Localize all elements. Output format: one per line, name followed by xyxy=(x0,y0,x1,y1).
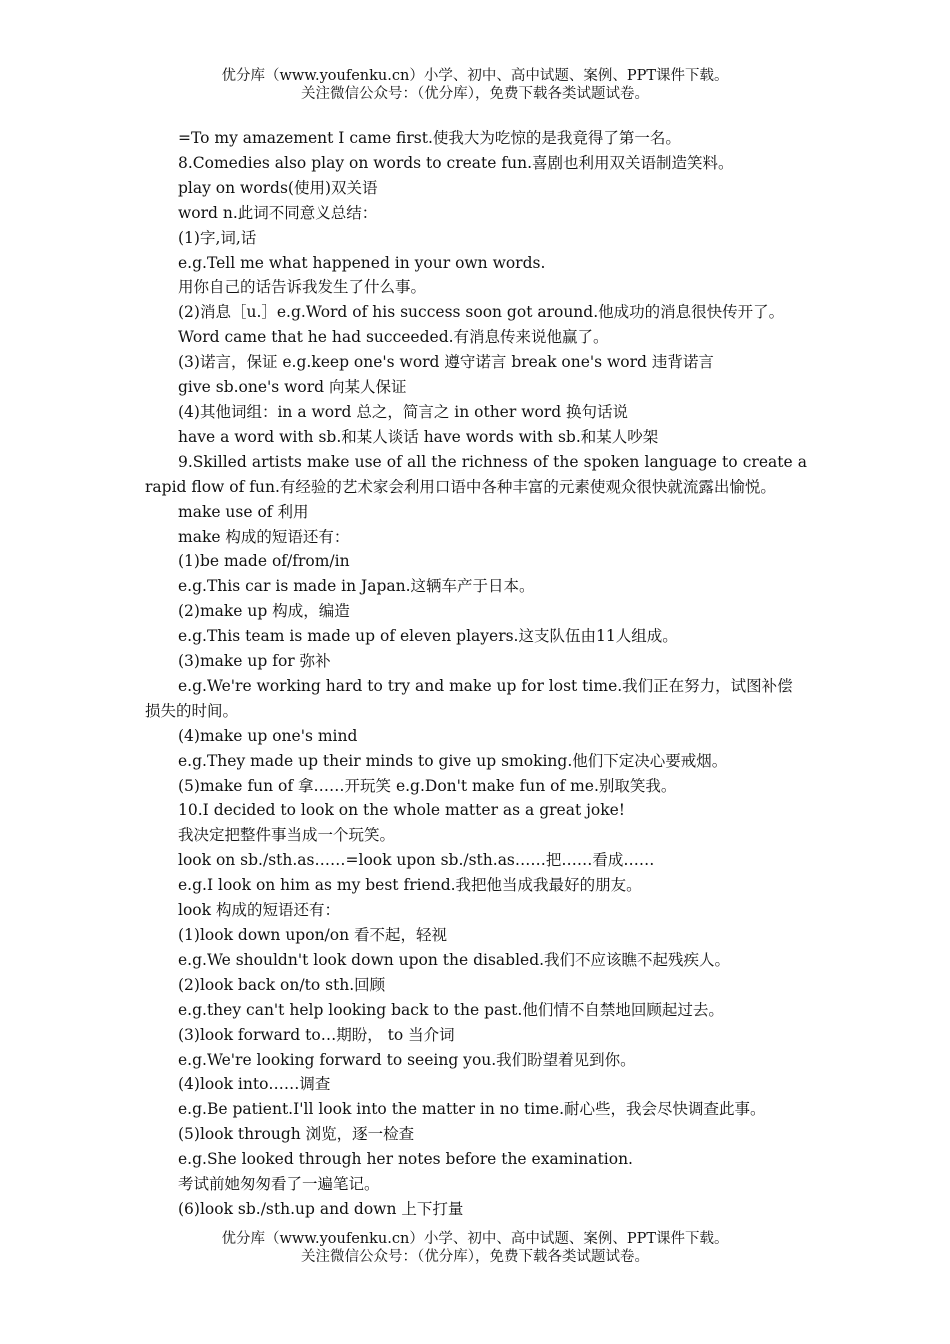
text-line: e.g.She looked through her notes before the examination. xyxy=(178,1150,633,1169)
text-line: (5)look through 浏览，逐一检查 xyxy=(178,1125,415,1144)
text-line: e.g.We're looking forward to seeing you.我们盼望着见到你。 xyxy=(178,1050,636,1069)
text-line: e.g.They made up their minds to give up smoking.他们下定决心要戒烟。 xyxy=(178,751,728,770)
text-line: e.g.This team is made up of eleven players.这支队伍由11人组成。 xyxy=(178,627,678,646)
document-body xyxy=(145,126,807,1222)
text-line: (2)look back on/to sth.回顾 xyxy=(178,975,386,994)
text-line: 10.I decided to look on the whole matter as a great joke! xyxy=(178,801,626,820)
text-line: word n.此词不同意义总结： xyxy=(178,203,378,222)
text-line: 用你自己的话告诉我发生了什么事。 xyxy=(178,278,427,297)
text-line: make use of 利用 xyxy=(178,502,309,521)
text-line: e.g.Tell me what happened in your own words. xyxy=(178,253,546,272)
text-line: (2)消息［u.］e.g.Word of his success soon got around.他成功的消息很快传开了。 xyxy=(178,303,785,322)
text-line: (1)look down upon/on 看不起，轻视 xyxy=(178,926,448,944)
text-line: look 构成的短语还有： xyxy=(178,901,340,920)
text-paragraph: e.g.We're working hard to try and make up for lost time.我们正在努力，试图补偿损失的时间。 xyxy=(145,676,793,720)
text-line: e.g.I look on him as my best friend.我把他当成我最好的朋友。 xyxy=(178,876,642,895)
footer-line-2: 关注微信公众号：（优分库），免费下载各类试题试卷。 xyxy=(301,1249,649,1265)
text-line: 考试前她匆匆看了一遍笔记。 xyxy=(178,1175,380,1194)
header-line-1: 优分库（www.youfenku.cn）小学、初中、高中试题、案例、PPT课件下载。 xyxy=(221,68,729,84)
text-paragraph: 9.Skilled artists make use of all the richness of the spoken language to create a rapid flow of fun.有经验的艺术家会利用口语中各种丰富的元素使观众很快就流露出愉悦。 xyxy=(145,452,807,496)
text-line: (4)look into……调查 xyxy=(178,1075,331,1094)
text-line: give sb.one's word 向某人保证 xyxy=(178,378,407,397)
text-line: 8.Comedies also play on words to create fun.喜剧也利用双关语制造笑料。 xyxy=(178,153,734,172)
text-line: e.g.Be patient.I'll look into the matter in no time.耐心些，我会尽快调查此事。 xyxy=(178,1100,766,1119)
text-line: (3)make up for 弥补 xyxy=(178,652,331,671)
text-line: play on words(使用)双关语 xyxy=(178,178,378,197)
text-line: e.g.This car is made in Japan.这辆车产于日本。 xyxy=(178,577,535,596)
page-header xyxy=(0,67,950,103)
text-line: e.g.We shouldn't look down upon the disabled.我们不应该瞧不起残疾人。 xyxy=(178,950,731,969)
text-line: =To my amazement I came first.使我大为吃惊的是我竟得了第一名。 xyxy=(178,129,681,147)
text-line: (6)look sb./sth.up and down 上下打量 xyxy=(178,1199,464,1218)
text-line: (3)look forward to…期盼， to 当介词 xyxy=(178,1025,455,1044)
footer-line-1: 优分库（www.youfenku.cn）小学、初中、高中试题、案例、PPT课件下载。 xyxy=(221,1231,729,1247)
text-line: (3)诺言，保证 e.g.keep one's word 遵守诺言 break one's word 违背诺言 xyxy=(178,353,714,372)
text-line: (5)make fun of 拿……开玩笑 e.g.Don't make fun of me.别取笑我。 xyxy=(178,776,677,795)
text-line: (4)其他词组：in a word 总之，简言之 in other word 换句话说 xyxy=(178,402,629,421)
text-line: Word came that he had succeeded.有消息传来说他赢了。 xyxy=(178,328,609,347)
text-line: (1)be made of/from/in xyxy=(178,552,350,571)
text-line: 我决定把整件事当成一个玩笑。 xyxy=(178,826,396,845)
text-line: (1)字,词,话 xyxy=(178,228,257,247)
text-line: make 构成的短语还有： xyxy=(178,527,350,546)
text-line: (4)make up one's mind xyxy=(178,726,358,745)
text-line: e.g.they can't help looking back to the past.他们情不自禁地回顾起过去。 xyxy=(178,1000,724,1019)
text-line: have a word with sb.和某人谈话 have words with sb.和某人吵架 xyxy=(178,427,659,446)
text-line: (2)make up 构成，编造 xyxy=(178,602,350,621)
page-footer xyxy=(0,1230,950,1266)
header-line-2: 关注微信公众号：（优分库），免费下载各类试题试卷。 xyxy=(301,86,649,102)
text-line: look on sb./sth.as……=look upon sb./sth.as……把……看成…… xyxy=(178,851,655,870)
